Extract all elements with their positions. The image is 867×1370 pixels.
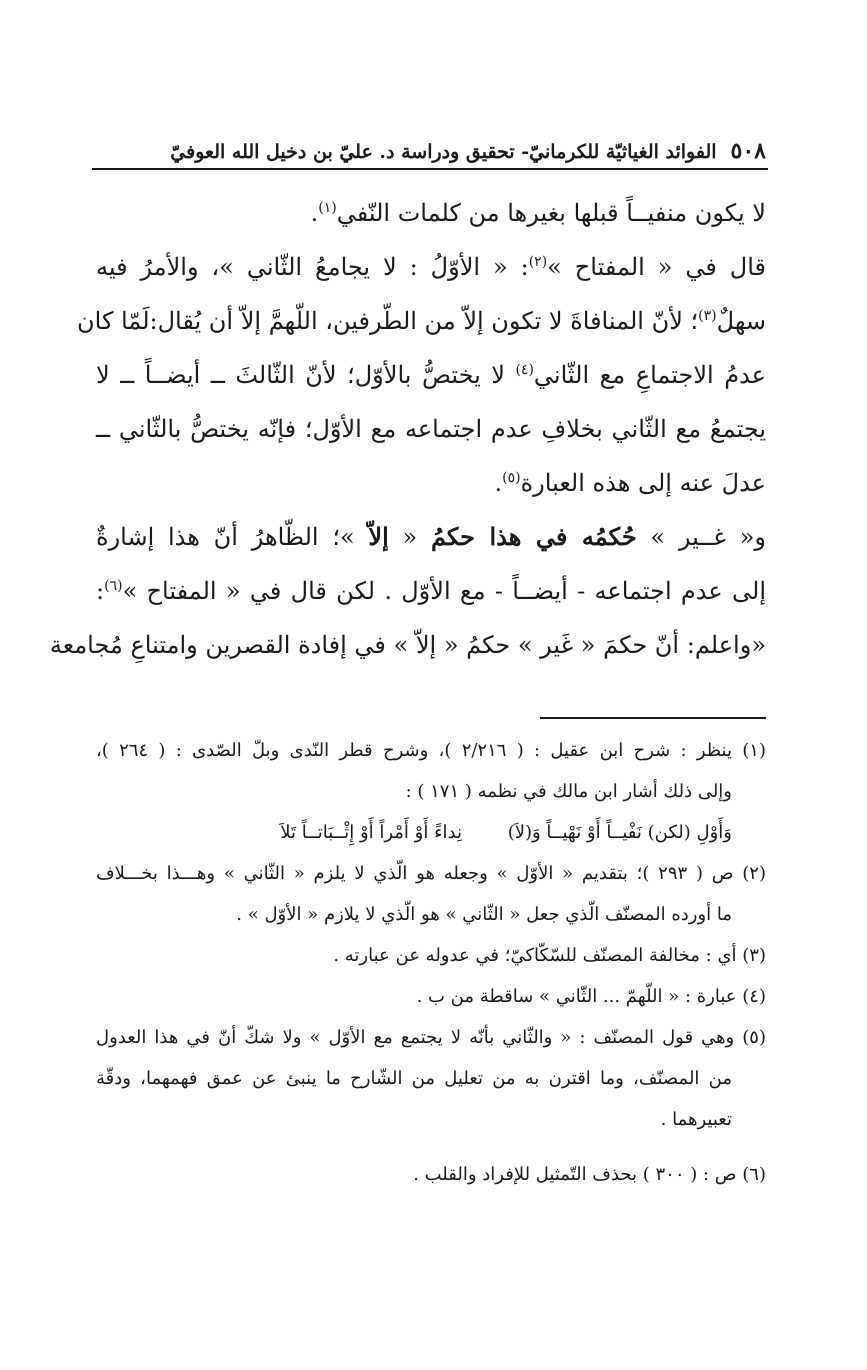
footnote-line: وإلى ذلك أشار ابن مالك في نظمه ( ١٧١ ) : — [405, 781, 732, 802]
footnote-line: (٤) عبارة : « اللّهمّ ... الثّاني » ساقطة من ب . — [416, 986, 766, 1007]
verse-hemistich: وَأَوْلِ (لكن) نَفْيــاً أَوْ نَهْيــاً وَ(لاَ) — [507, 822, 732, 843]
body-text: سهلٌ — [716, 307, 766, 335]
body-line — [96, 240, 766, 294]
body-text: . — [310, 199, 319, 227]
bold-text: إلاّ — [368, 522, 389, 551]
footnote-marker: (٥) — [502, 470, 521, 486]
footnotes — [96, 730, 766, 1195]
verse-hemistich: نِداءً أَوْ أَمْراً أَوْ إِثْــبَاتــاً تَلاَ — [280, 822, 462, 843]
footnote-gap — [96, 1140, 766, 1154]
main-text — [49, 186, 767, 672]
footnote-line: (٥) وهي قول المصنّف : « والثّاني بأنّه لا يجتمع مع الأوّل » ولا شكّ أنّ في هذا العدول — [96, 1027, 766, 1048]
running-header — [94, 138, 766, 164]
footnote-separator — [540, 717, 766, 719]
body-text: لا يختصُّ بالأوّل؛ لأنّ الثّالثَ ــ أيضــاً ــ لا — [96, 361, 516, 389]
footnote-marker: (٣) — [698, 308, 717, 324]
page-number: ٥٠٨ — [730, 138, 766, 164]
footnote-line: (٦) ص : ( ٣٠٠ ) بحذف التّمثيل للإفراد والقلب . — [413, 1164, 766, 1185]
footnote-line: (٢) ص ( ٢٩٣ )؛ بتقديم « الأوّل » وجعله هو الّذي لا يلزم « الثّاني » وهـــذا بخـــلاف — [96, 863, 766, 884]
bold-text: حُكمُه في هذا حكمُ — [430, 522, 637, 551]
body-text: « — [388, 523, 431, 551]
body-text: : — [96, 577, 105, 605]
body-text: «واعلم: أنّ حكمَ « غَير » حكمُ « إلاّ » في إفادة القصرين وامتناعِ مُجامعة — [49, 631, 766, 659]
body-text: قال في « المفتاح » — [547, 253, 767, 281]
body-text: عدلَ عنه إلى هذه العبارة — [520, 469, 766, 497]
body-line — [96, 348, 766, 402]
footnote-marker: (١) — [318, 200, 337, 216]
body-line — [96, 402, 766, 456]
body-text: »؛ الظّاهرُ أنّ هذا إشارةٌ — [96, 523, 369, 551]
footnote-marker: (٤) — [515, 362, 534, 378]
header-rule — [92, 168, 768, 170]
body-line — [96, 564, 766, 618]
body-text: و« غــير » — [636, 523, 766, 551]
footnote-line: (١) ينظر : شرح ابن عقيل : ( ٢/٢١٦ )، وشرح قطر النّدى وبلّ الصّدى : ( ٢٦٤ )، — [96, 740, 766, 761]
body-text: : « الأوّلُ : لا يجامعُ الثّاني »، والأمرُ فيه — [96, 253, 529, 281]
footnote-marker: (٦) — [104, 578, 123, 594]
body-text: ؛ لأنّ المنافاةَ لا تكون إلاّ من الطّرفين، اللّهمَّ إلاّ أن يُقال:لَمّا كان — [77, 307, 699, 335]
footnote-line: (٣) أي : مخالفة المصنّف للسّكّاكيّ؛ في عدوله عن عبارته . — [333, 945, 766, 966]
body-text: . — [494, 469, 503, 497]
running-title: الفوائد الغياثيّة للكرمانيّ- تحقيق ودراسة د. عليّ بن دخيل الله العوفيّ — [170, 141, 717, 163]
body-text: يجتمعُ مع الثّاني بخلافِ عدم اجتماعه مع الأوّل؛ فإنّه يختصُّ بالثّاني ــ — [96, 415, 766, 443]
body-line — [77, 294, 766, 348]
footnote-marker: (٢) — [528, 254, 548, 270]
body-line — [96, 186, 766, 240]
footnote-line: تعبيرهما . — [660, 1109, 732, 1130]
footnote-line: ما أورده المصنّف الّذي جعل « الثّاني » هو الّذي لا يلازم « الأوّل » . — [236, 904, 732, 925]
footnote-line: من المصنّف، وما اقترن به من تعليل من الشّارح ما ينبئ عن عمق فهمهما، ودقّة — [96, 1068, 732, 1089]
body-line — [96, 456, 766, 510]
body-line — [49, 618, 766, 672]
verse-line — [96, 812, 766, 853]
verse-gap — [462, 812, 482, 853]
body-text: عدمُ الاجتماعِ مع الثّاني — [533, 361, 766, 389]
body-text: إلى عدم اجتماعه - أيضــاً - مع الأوّل . لكن قال في « المفتاح » — [122, 577, 766, 605]
body-line — [96, 510, 766, 564]
body-text: لا يكون منفيــاً قبلها بغيرها من كلمات النّفي — [336, 199, 766, 227]
